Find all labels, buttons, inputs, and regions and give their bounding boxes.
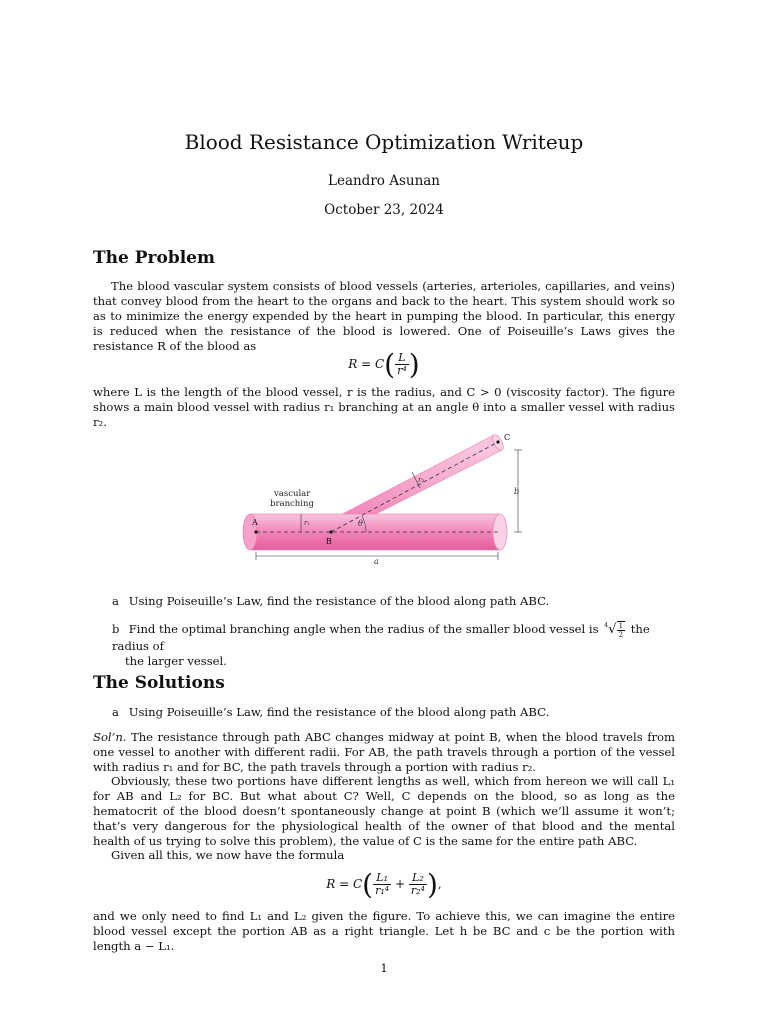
radical-icon: √ xyxy=(608,622,617,637)
poiseuille-equation xyxy=(0,348,768,381)
point-B-dot xyxy=(329,530,332,533)
equation-lhs: R = C xyxy=(348,357,385,371)
problem-heading: The Problem xyxy=(93,248,215,268)
formula-num-2: L₂ xyxy=(409,872,427,885)
item-b-text-line2: the larger vessel. xyxy=(125,654,227,668)
document-title: Blood Resistance Optimization Writeup xyxy=(184,130,584,154)
formula-den-1: r₁⁴ xyxy=(375,884,390,897)
problem-item-b xyxy=(112,621,675,669)
equation-fraction xyxy=(395,352,409,377)
root-fraction xyxy=(617,621,625,639)
item-b-text-after: the radius of xyxy=(112,622,650,653)
item-a-label: a xyxy=(112,594,119,608)
equation-numerator: L xyxy=(395,352,409,365)
formula-comma: , xyxy=(437,877,442,891)
r1-label: r₁ xyxy=(304,519,311,527)
problem-after-equation: where L is the length of the blood vessel, r is the radius, and C > 0 (viscosity factor). The figure shows a main blood vessel with radius r₁ branching at an angle θ into a smaller vessel with radius r₂. xyxy=(93,385,675,429)
r2-label: r₂ xyxy=(418,476,425,484)
point-A-dot xyxy=(254,530,257,533)
solution-paragraph-4: and we only need to find L₁ and L₂ given the figure. To achieve this, we can imagine the entire blood vessel except the portion AB as a right triangle. Let h be BC and c be the portion with length a − L₁. xyxy=(93,909,675,953)
formula-den-2: r₂⁴ xyxy=(410,884,425,897)
point-B-label: B xyxy=(326,537,332,546)
point-A-label: A xyxy=(252,518,258,527)
theta-label: θ xyxy=(358,519,363,528)
root-numerator: 1 xyxy=(618,622,624,630)
root-index: 4 xyxy=(604,622,609,629)
document-date: October 23, 2024 xyxy=(324,202,444,218)
branch-vessel xyxy=(331,435,502,524)
equation-denominator: r⁴ xyxy=(397,364,407,377)
page-number: 1 xyxy=(380,961,388,975)
a-label: a xyxy=(374,557,379,566)
figure-caption-line1: vascular xyxy=(274,489,311,499)
author-name: Leandro Asunan xyxy=(327,173,441,189)
point-C-dot xyxy=(496,440,499,443)
solution-p1-text: The resistance through path ABC changes midway at point B, when the blood travels from one vessel to another with different radii. For AB, the path travels through a portion of the vessel with radius r₁ and for BC, the path travels through a portion with radius r₂. xyxy=(93,730,675,774)
left-paren: ( xyxy=(384,348,396,381)
formula-plus: + xyxy=(395,877,406,891)
solution-paragraph-3: Given all this, we now have the formula xyxy=(111,848,345,862)
item-a-text: Using Poiseuille’s Law, find the resistance of the blood along path ABC. xyxy=(128,594,550,608)
formula-right-paren: ) xyxy=(426,868,438,901)
formula-lhs: R = C xyxy=(326,877,363,891)
formula-fraction-2 xyxy=(409,872,427,897)
point-C-label: C xyxy=(504,433,511,442)
solution-item-a xyxy=(112,705,675,720)
figure-caption-line2: branching xyxy=(270,499,314,509)
formula-left-paren: ( xyxy=(362,868,374,901)
resistance-formula xyxy=(0,868,768,901)
solution-paragraph-2: Obviously, these two portions have different lengths as well, which from hereon we will call L₁ for AB and L₂ for BC. But what about C? Well, C depends on the blood, so as long as the hematocrit of the blood doesn’t spontaneously change at point B (which we’ll assume it won’t; that’s very dangerous for the physiological health of the owner of that blood and the mental health of us trying to solve this problem), the value of C is the same for the entire path ABC. xyxy=(93,774,675,848)
vascular-branching-figure xyxy=(236,428,536,568)
root-denominator: 2 xyxy=(618,631,624,639)
item-b-label: b xyxy=(112,622,120,636)
formula-fraction-1 xyxy=(373,872,391,897)
solutions-heading: The Solutions xyxy=(93,673,225,693)
problem-intro-paragraph: The blood vascular system consists of blood vessels (arteries, arterioles, capillaries, and veins) that convey blood from the heart to the organs and back to the heart. This system should work so as to minimize the energy expended by the heart in pumping the blood. In particular, this energy is reduced when the resistance of the blood is lowered. One of Poiseuille’s Laws gives the resistance R of the blood as xyxy=(93,279,675,353)
solution-paragraph-1 xyxy=(93,730,675,775)
formula-num-1: L₁ xyxy=(373,872,391,885)
solution-item-a-text: Using Poiseuille’s Law, find the resistance of the blood along path ABC. xyxy=(128,705,550,719)
fourth-root-expression xyxy=(604,621,625,639)
b-label: b xyxy=(514,487,520,496)
problem-item-a xyxy=(112,594,675,609)
solution-item-a-label: a xyxy=(112,705,119,719)
right-paren: ) xyxy=(408,348,420,381)
solution-label: Sol’n. xyxy=(93,730,127,744)
item-b-text-before: Find the optimal branching angle when the radius of the smaller blood vessel is xyxy=(128,622,599,636)
